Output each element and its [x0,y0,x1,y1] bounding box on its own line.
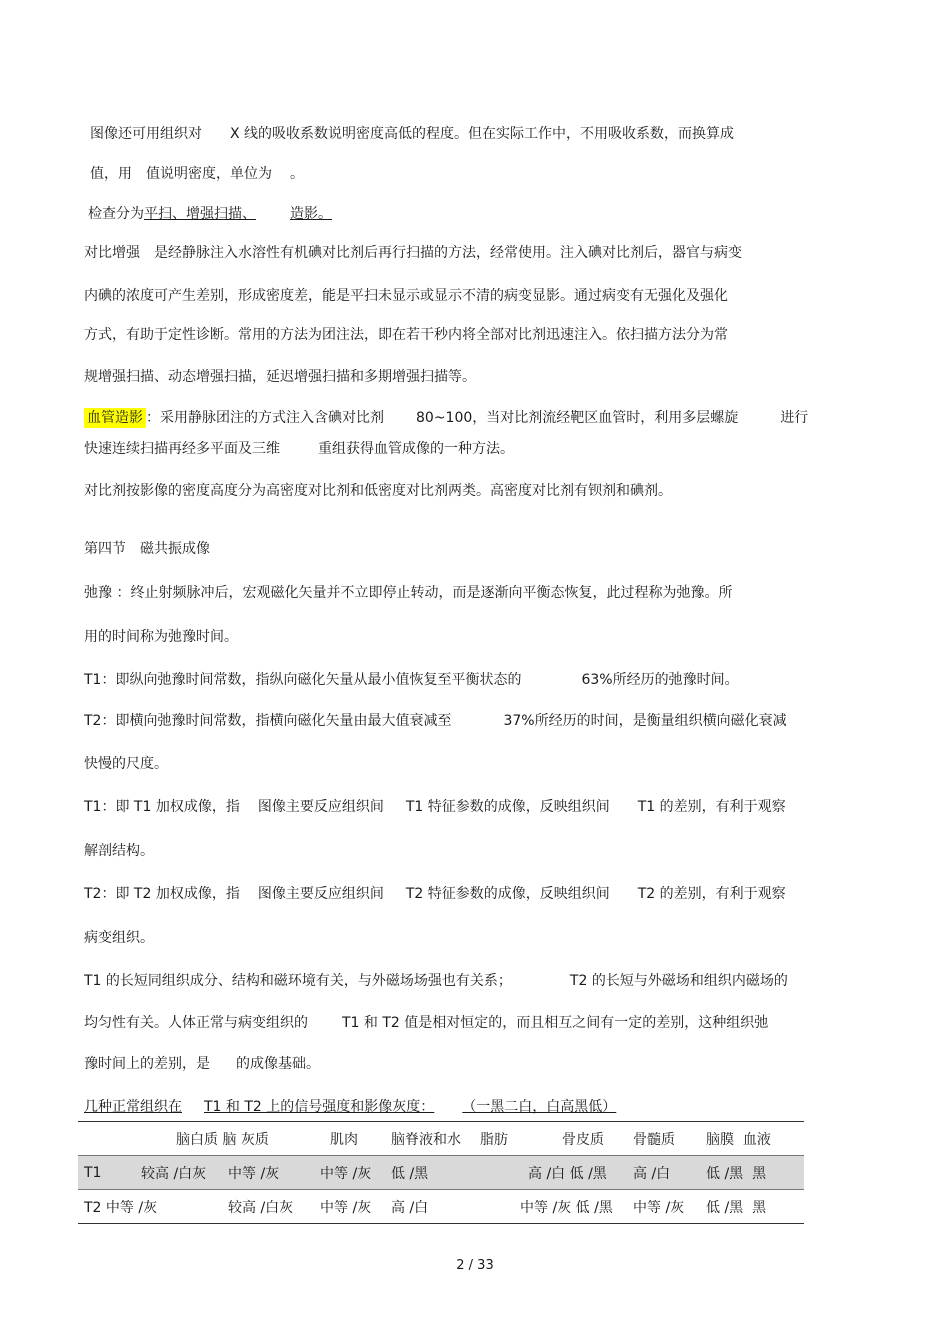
text-segment: ：采用静脉团注的方式注入含碘对比剂 [146,410,384,426]
page-number: 2 / 33 [456,1258,494,1273]
table-header-row [78,1122,804,1156]
text-segment: 值，用 [90,166,132,182]
table-cell: 低 /黑 黑 [706,1156,804,1190]
text-line [84,972,788,990]
text-segment: 37%所经历的时间，是衡量组织横向磁化衰减 [503,713,787,729]
text-line: 对比剂按影像的密度高度分为高密度对比剂和低密度对比剂两类。高密度对比剂有钡剂和碘剂。 [84,483,672,499]
text-segment: 的成像基础。 [236,1056,320,1072]
text-line: 用的时间称为弛豫时间。 [84,629,238,645]
text-segment: 图像主要反应组织间 [257,886,384,902]
text-segment: 几种正常组织在 [84,1099,182,1115]
text-line: 规增强扫描、动态增强扫描，延迟增强扫描和多期增强扫描等。 [84,369,476,385]
text-segment: T1 的差别，有利于观察 [637,799,786,815]
text-segment: 63%所经历的弛豫时间。 [581,672,739,688]
text-segment: T2 的长短与外磁场和组织内磁场的 [569,973,788,989]
text-segment: T1 特征参数的成像，反映组织间 [405,799,610,815]
text-segment: （一黑二白，白高黑低） [462,1099,617,1115]
text-line [90,165,304,183]
text-segment: 是经静脉注入水溶性有机碘对比剂后再行扫描的方法，经常使用。注入碘对比剂后，器官与病变 [154,245,742,261]
text-line [84,1014,768,1032]
table-cell: 中等 /灰 低 /黑 [520,1190,633,1224]
text-segment: 快速连续扫描再经多平面及三维 [84,441,280,457]
text-line: 病变组织。 [84,930,154,946]
table-cell: 中等 /灰 [228,1156,320,1190]
underlined-text: 平扫、增强扫描、 [144,206,256,222]
table-cell: 中等 /灰 [320,1156,391,1190]
table-row-t2 [78,1190,804,1224]
table-header-cell: 脑膜 血液 [706,1122,804,1156]
text-line [84,798,786,816]
text-segment: T1 的长短同组织成分、结构和磁环境有关，与外磁场场强也有关系； [84,973,512,989]
text-segment: 值说明密度，单位为 [146,166,272,182]
text-segment: 检查分为 [88,206,144,222]
text-segment: T1：即纵向弛豫时间常数，指纵向磁化矢量从最小值恢复至平衡状态的 [84,672,522,688]
term-label: 对比增强 [84,245,140,261]
text-segment: T2：即 T2 加权成像，指 [84,886,240,902]
table-cell: 高 /白 低 /黑 [520,1156,633,1190]
text-line [84,1055,320,1073]
table-cell: 高 /白 [633,1156,706,1190]
text-segment: 重组获得血管成像的一种方法。 [318,441,514,457]
table-cell: 高 /白 [391,1190,478,1224]
table-header-cell: 骨皮质 [520,1122,633,1156]
section-heading: 第四节 磁共振成像 [84,541,210,557]
table-cell: 较高 /白灰 [228,1190,320,1224]
text-segment: X 线的吸收系数说明密度高低的程度。但在实际工作中，不用吸收系数，而换算成 [230,126,735,142]
text-segment: T1：即 T1 加权成像，指 [84,799,240,815]
highlighted-term: 血管造影 [84,408,146,428]
text-segment: 豫时间上的差别，是 [84,1056,210,1072]
underlined-text: 造影。 [290,206,332,222]
text-line: 弛豫 ：终止射频脉冲后，宏观磁化矢量并不立即停止转动，而是逐渐向平衡态恢复，此过程称为弛豫。所 [84,585,733,601]
table-header-cell: 骨髓质 [633,1122,706,1156]
text-segment: 80~100，当对比剂流经靶区血管时，利用多层螺旋 [416,410,739,426]
table-cell: 中等 /灰 [633,1190,706,1224]
text-line [88,205,332,223]
table-cell: T1 [78,1156,141,1190]
text-segment: T1 和 T2 值是相对恒定的，而且相互之间有一定的差别，这种组织弛 [342,1015,769,1031]
text-line: 快慢的尺度。 [84,756,168,772]
table-cell [478,1190,520,1224]
text-line [84,440,514,458]
text-segment: T2 的差别，有利于观察 [637,886,786,902]
text-segment: 进行 [780,410,809,426]
text-line [84,712,787,730]
text-segment: 图像主要反应组织间 [257,799,384,815]
table-cell: 中等 /灰 [320,1190,391,1224]
text-segment: T1 和 T2 上的信号强度和影像灰度： [204,1099,435,1115]
table-cell [478,1156,520,1190]
table-cell: 低 /黑 [391,1156,478,1190]
text-segment: T2 特征参数的成像，反映组织间 [405,886,610,902]
text-line: 内碘的浓度可产生差别，形成密度差，能是平扫未显示或显示不清的病变显影。通过病变有无强化及强化 [84,288,728,304]
text-segment: 。 [290,166,304,182]
text-segment: T2：即横向弛豫时间常数，指横向磁化矢量由最大值衰减至 [84,713,452,729]
table-cell: 较高 /白灰 [141,1156,228,1190]
text-segment: 图像还可用组织对 [90,126,202,142]
text-line [84,885,786,903]
text-line: 解剖结构。 [84,843,154,859]
table-header-cell: 脂肪 [478,1122,520,1156]
text-segment: 均匀性有关。人体正常与病变组织的 [84,1015,308,1031]
table-header-cell [78,1122,141,1156]
text-line [84,244,742,262]
text-line [84,671,739,689]
text-line [84,409,808,427]
table-header-cell: 肌肉 [320,1122,391,1156]
table-header-cell: 脑脊液和水 [391,1122,478,1156]
table-caption [84,1098,644,1116]
text-line: 方式，有助于定性诊断。常用的方法为团注法，即在若干秒内将全部对比剂迅速注入。依扫描方法分为常 [84,327,728,343]
table-header-cell: 脑白质 脑 灰质 [141,1122,320,1156]
table-cell: 低 /黑 黑 [706,1190,804,1224]
text-line [90,125,734,143]
table-cell: T2 中等 /灰 [78,1190,228,1224]
table-row-t1 [78,1156,804,1190]
signal-intensity-table [78,1121,804,1224]
